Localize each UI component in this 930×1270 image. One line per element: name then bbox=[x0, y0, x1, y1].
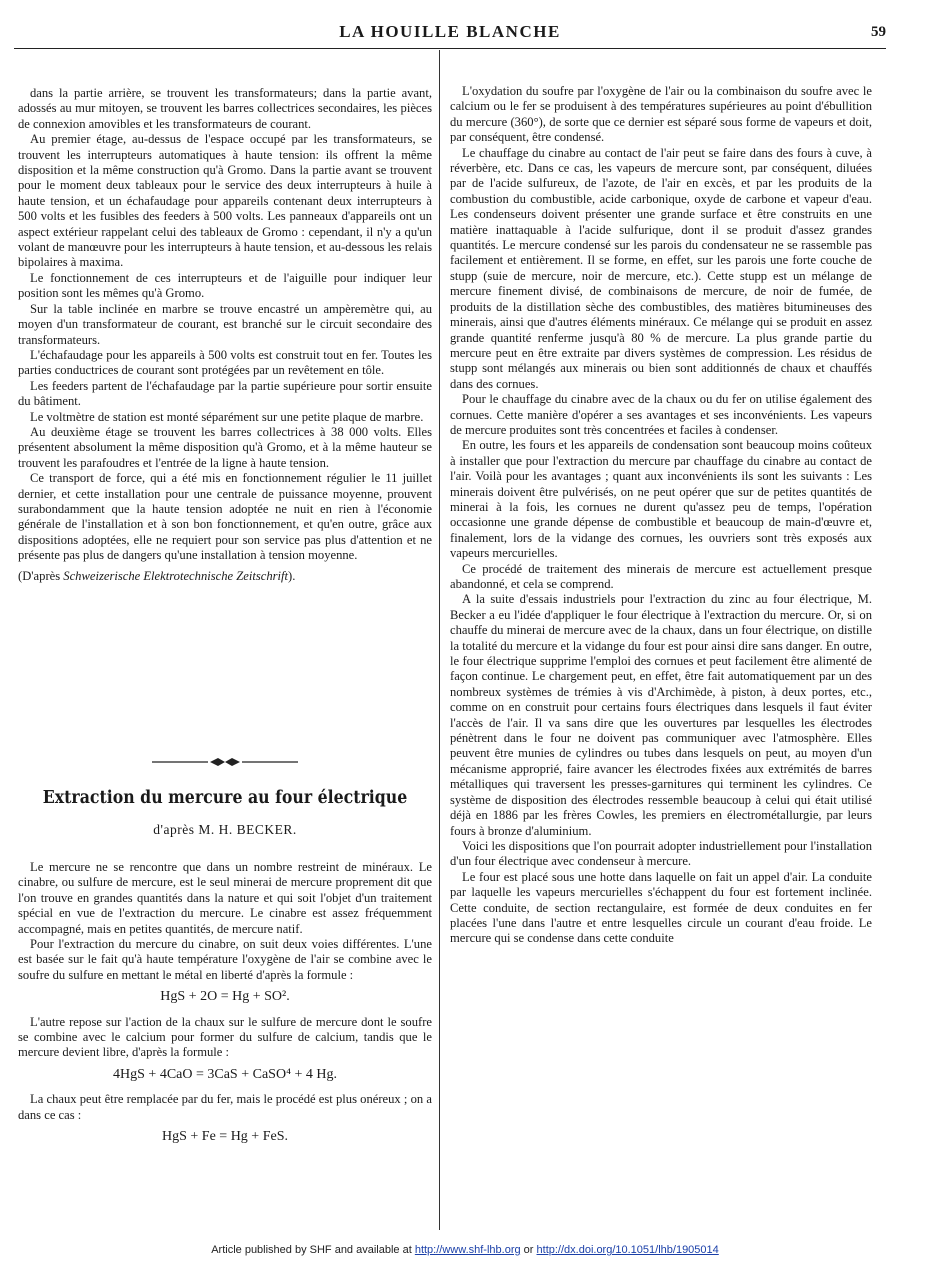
shf-link[interactable]: http://www.shf-lhb.org bbox=[414, 1244, 521, 1256]
right-column bbox=[450, 84, 872, 947]
paragraph: Pour le chauffage du cinabre avec de la chaux ou du fer on utilise également des cornues. Cette manière d'opérer a ses avantages et ses inconvénients. Les vapeurs de mercure produites sont très concentrées et faciles à condenser. bbox=[450, 392, 872, 437]
paragraph: Ce transport de force, qui a été mis en fonctionnement régulier le 11 juillet dernier, et cette installation pour une centrale de puissance moyenne, prouvent surabondamment que la haute tension adoptée ne nuit en rien à l'économie générale de l'installation et à son bon fonctionnement, et qu'en outre, grâce aux dispositions adoptées, elle ne requiert pour son service pas plus d'attention et ne présente pas plus de dangers qu'une installation à tension moyenne. bbox=[18, 471, 432, 563]
paragraph: Le mercure ne se rencontre que dans un nombre restreint de minéraux. Le cinabre, ou sulfure de mercure, est le seul minerai de mercure proprement dit que l'on trouve en grandes quantités dans la nature et qui soit l'objet d'un traitement spécial en vue de l'extraction du mercure. Le cinabre est assez fréquemment accompagné, mais en petites quantités, de mercure natif. bbox=[18, 860, 432, 936]
source-suffix: ). bbox=[288, 568, 296, 583]
paragraph: L'autre repose sur l'action de la chaux sur le sulfure de mercure dont le soufre se combine avec le calcium pour former du sulfure de calcium, tandis que le mercure devient libre, d'après la formule : bbox=[18, 1014, 432, 1060]
chemical-formula: 4HgS + 4CaO = 3CaS + CaSO⁴ + 4 Hg. bbox=[113, 1066, 337, 1082]
article-byline: d'après M. H. BECKER. bbox=[153, 822, 297, 837]
journal-title: LA HOUILLE BLANCHE bbox=[339, 22, 561, 41]
paragraph: Le fonctionnement de ces interrupteurs et de l'aiguille pour indiquer leur position sont les mêmes qu'à Gromo. bbox=[18, 270, 432, 301]
chemical-formula: HgS + Fe = Hg + FeS. bbox=[162, 1129, 288, 1145]
page-number: 59 bbox=[871, 24, 886, 40]
paragraph: dans la partie arrière, se trouvent les transformateurs; dans la partie avant, adossés au mur mitoyen, se trouvent les barres collectrices secondaires, les pièces de connexion amovibles et les transformateurs de courant. bbox=[18, 86, 432, 131]
left-column-article bbox=[18, 860, 432, 1155]
chemical-formula: HgS + 2O = Hg + SO². bbox=[160, 989, 290, 1005]
paragraph: Le four est placé sous une hotte dans laquelle on fait un appel d'air. La conduite par laquelle les vapeurs mercurielles s'échappent du four est fortement inclinée. Cette conduite, de section rectangulaire, est formée de deux conduites en fer placées l'une dans l'autre et entre lesquelles circule un courant d'eau froide. Le mercure qui se condense dans cette conduite bbox=[450, 869, 872, 946]
paragraph: Pour l'extraction du mercure du cinabre, on suit deux voies différentes. L'une est basée sur le fait qu'à haute température l'oxygène de l'air se combine avec le soufre du sulfure en mettant le métal en liberté d'après la formule : bbox=[18, 937, 432, 982]
header-rule bbox=[14, 48, 886, 49]
ornamental-divider bbox=[150, 756, 300, 768]
source-citation bbox=[18, 569, 432, 584]
paragraph: L'oxydation du soufre par l'oxygène de l'air ou la combinaison du soufre avec le calcium ou le fer se produisent à des températures supérieures au point d'ébullition du mercure (360°), de sorte que ce dernier est séparé sous forme de vapeurs et doit, par conséquent, être condensé. bbox=[450, 84, 872, 145]
publication-footer bbox=[0, 1244, 930, 1256]
paragraph: Sur la table inclinée en marbre se trouve encastré un ampèremètre qui, au moyen d'un transformateur de courant, est branché sur le circuit secondaire des transformateurs. bbox=[18, 301, 432, 347]
source-prefix: (D'après bbox=[18, 568, 64, 583]
left-column-top bbox=[18, 86, 432, 584]
paragraph: A la suite d'essais industriels pour l'extraction du zinc au four électrique, M. Becker a eu l'idée d'appliquer le four électrique à l'extraction du mercure. Or, si on chauffe du minerai de mercure avec de la chaux, dans un four électrique, on distille la totalité du mercure et la vidange du four est pour ainsi dire sans danger. En outre, le four électrique supprime l'emploi des cornues et peut facilement être alimenté de façon continue. Le chargement peut, en effet, être fait automatiquement par un des nombreux systèmes de trémies à vis d'Archimède, à piston, à deux portes, etc., comme on en construit pour certains fours électriques dans lesquels il faut éviter l'accès de l'air. Il va sans dire que les ouvertures par lesquelles les électrodes pénètrent dans le four ne doivent pas communiquer avec l'atmosphère. Elles peuvent être munies de cylindres ou tubes dans lesquels on peut, au moyen d'un mécanisme approprié, faire avancer les électrodes fixées aux extrémités de barres métalliques qui traversent les presses-garnitures qui terminent les cylindres. Ce système de disposition des électrodes ressemble beaucoup à celui qui était utilisé déjà en 1886 par les frères Cowles, les premiers en électrométallurgie, par leurs fours à bronze d'aluminium. bbox=[450, 592, 872, 838]
paragraph: L'échafaudage pour les appareils à 500 volts est construit tout en fer. Toutes les parties conductrices de courant sont protégées par un revêtement en tôle. bbox=[18, 347, 432, 378]
paragraph: Ce procédé de traitement des minerais de mercure est actuellement presque abandonné, et cela se comprend. bbox=[450, 561, 872, 591]
paragraph: La chaux peut être remplacée par du fer, mais le procédé est plus onéreux ; on a dans ce cas : bbox=[18, 1092, 432, 1122]
paragraph: Voici les dispositions que l'on pourrait adopter industriellement pour l'installation d'un four électrique avec condenseur à mercure. bbox=[450, 838, 872, 869]
paragraph: Les feeders partent de l'échafaudage par la partie supérieure pour sortir ensuite du bâtiment. bbox=[18, 378, 432, 409]
running-header bbox=[14, 22, 886, 44]
article-title: Extraction du mercure au four électrique bbox=[42, 788, 408, 808]
column-divider bbox=[439, 50, 440, 1230]
footer-prefix: Article published by SHF and available at bbox=[211, 1244, 415, 1256]
footer-or: or bbox=[520, 1244, 537, 1256]
paragraph: Au premier étage, au-dessus de l'espace occupé par les transformateurs, se trouvent les interrupteurs automatiques à haute tension: ils offrent la même disposition et la même construction qu'à Gromo. Dans la partie avant se trouvent pour le moment deux tableaux pour le service des deux interrupteurs à huile à haute tension, et un échafaudage pour appareils contenant deux interrupteurs à 500 volts et les fusibles des feeders à 500 volts. Les panneaux d'appareils ont un aspect extérieur rappelant celui des tableaux de Gromo : cependant, il n'y a qu'un volant de manœuvre pour les interrupteurs à haute tension, et au-dessous les relais bipolaires à maxima. bbox=[18, 132, 432, 270]
paragraph: Le chauffage du cinabre au contact de l'air peut se faire dans des fours à cuve, à réverbère, etc. Dans ce cas, les vapeurs de mercure sont, par conséquent, diluées par de l'acide sulfureux, de l'azote, de l'air en excès, et par les produits de la combustion du combustible, acide carbonique, oxyde de carbone et vapeur d'eau. Les condenseurs doivent présenter une grande surface et être construits en une matière inattaquable à l'acide sulfurique, dont il se produit d'assez grandes quantités. Le mercure condensé sur les parois du condensateur ne se rassemble pas facilement et entièrement. Il se forme, en effet, sur les parois une forte couche de stupp (suie de mercure, noir de mercure, etc.). Cette stupp est un mélange de mercure finement divisé, de combinaisons de mercure, de noir de fumée, de produits de la distillation sèche des combustibles, des matières bitumineuses des minerais, ainsi que d'autres éléments minéraux. Ce mélange qui se produit en assez grande quantité renferme jusqu'à 80 % de mercure. La plus grande partie du mercure peut en être extraite par divers systèmes de compression. Les résidus de stupp sont mélangés aux minerais ou bien sont additionnés de chaux et chauffés dans des cornues. bbox=[450, 145, 872, 391]
doi-link[interactable]: http://dx.doi.org/10.1051/lhb/1905014 bbox=[536, 1244, 719, 1256]
source-journal: Schweizerische Elektrotechnische Zeitschrift bbox=[63, 568, 289, 583]
paragraph: Au deuxième étage se trouvent les barres collectrices à 38 000 volts. Elles présentent absolument la même disposition qu'à Gromo, et à la même hauteur se trouvent les parafoudres et l'entrée de la ligne à haute tension. bbox=[18, 424, 432, 470]
paragraph: Le voltmètre de station est monté séparément sur une petite plaque de marbre. bbox=[30, 409, 424, 424]
paragraph: En outre, les fours et les appareils de condensation sont beaucoup moins coûteux à installer que pour l'extraction du mercure par chauffage du cinabre au contact de l'air. Voilà pour les avantages ; quant aux inconvénients ils sont les suivants : Les minerais doivent être pulvérisés, on ne peut opérer que sur de petites quantités de minerai à la fois, les cornues ne durent qu'assez peu de temps, l'opération occasionne une grande dépense de combustible et beaucoup de main-d'œuvre et, finalement, lors de la vidange des cornues, les ouvriers sont très exposés aux vapeurs mercurielles. bbox=[450, 438, 872, 561]
